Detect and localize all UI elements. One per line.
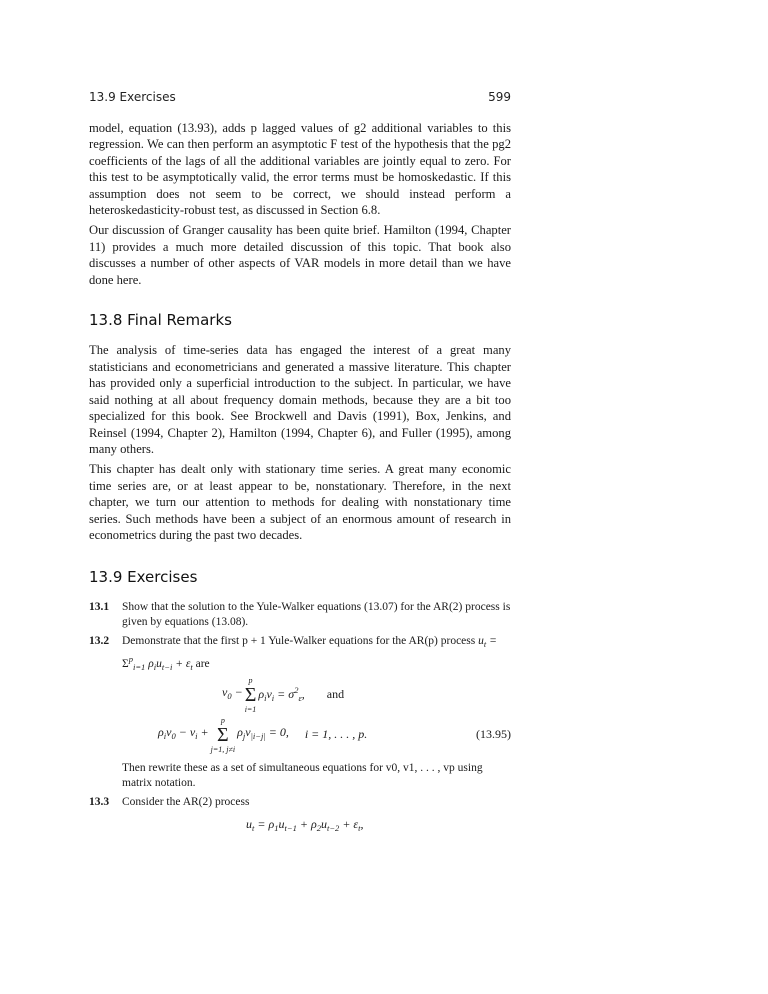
equation-range: i = 1, . . . , p.	[304, 727, 368, 742]
equation-line-1: $v_0$ − p Σ i=1 $\rho_iv_i = \sigma^2_\varepsilon$, and	[222, 675, 345, 714]
paragraph-granger-test: model, equation (13.93), adds p lagged values of g2 additional variables to this regression. We can then perform an asymptotic F test of the hypothesis that the pg2 coefficients of the lags of all the additional variables are jointly equal to zero. For this test to be asymptotically valid, the error terms must be homoskedastic. If this assumption does not seem to be correct, we should instead perform a heteroskedasticity-robust test, as discussed in Section 6.8.	[89, 121, 511, 218]
exercise-text: Then rewrite these as a set of simultaneous equations for v0, v1, . . . , vp using matrix notation.	[122, 761, 483, 789]
section-heading-final-remarks: 13.8 Final Remarks	[89, 311, 232, 330]
inline-equation: $u_t = \Sigma^p_{i=1}$ $\rho_iu_{t-i} + \varepsilon_t$	[122, 634, 497, 672]
header-page-number: 599	[488, 90, 511, 104]
paragraph-final-remarks-1: The analysis of time-series data has engaged the interest of a great many statisticians and econometricians and generated a massive literature. This chapter has provided only a superficial introduction to the subject. In particular, we have said nothing at all about frequency domain methods, because they are a bit too specialized for this book. See Brockwell and Davis (1991), Box, Jenkins, and Reinsel (1994, Chapter 2), Hamilton (1994, Chapter 6), and Fuller (1995), among many others.	[89, 343, 511, 456]
paragraph-granger-discussion: Our discussion of Granger causality has been quite brief. Hamilton (1994, Chapter 11) provides a much more detailed discussion of this topic. That book also discusses a number of other aspects of VAR models in more detail than we have done here.	[89, 223, 511, 287]
exercise-text: Demonstrate that the first p + 1 Yule-Walker equations for the AR(p) process	[122, 634, 476, 647]
exercise-13-1	[89, 600, 511, 630]
exercise-number: 13.3	[89, 795, 110, 808]
summation-symbol: p Σ j=1, j≠i	[210, 715, 236, 754]
exercise-number: 13.1	[89, 600, 110, 613]
exercise-text: Consider the AR(2) process	[122, 795, 250, 808]
paragraph-final-remarks-2: This chapter has dealt only with stationary time series. A great many economic time series are, or at least appear to be, nonstationary. Therefore, in the next chapter, we turn our attention to methods for dealing with nonstationary time series. Such methods have been a subject of an enormous amount of research in econometrics during the past two decades.	[89, 462, 511, 542]
summation-symbol: p Σ i=1	[244, 675, 257, 714]
equation-number: (13.95)	[476, 727, 511, 742]
equation-block-13-95	[122, 675, 511, 755]
header-section-title: 13.9 Exercises	[89, 90, 176, 104]
page-body	[89, 120, 511, 848]
equation-ar2: $u_t = \rho_1u_{t-1} + \rho_2u_{t-2} + \varepsilon_t$,	[246, 817, 364, 834]
section-heading-exercises: 13.9 Exercises	[89, 568, 198, 587]
exercise-number: 13.2	[89, 634, 110, 647]
equation-connector: and	[326, 687, 345, 702]
exercise-13-3	[89, 795, 511, 844]
equation-line-2: $\rho_iv_0 - v_i$ + p Σ j=1, j≠i $\rho_jv_{|i-j|} = 0$, i = 1, . . . , p. (13.95)	[158, 715, 511, 754]
exercise-text: Show that the solution to the Yule-Walker equations (13.07) for the AR(2) process is given by equations (13.08).	[122, 600, 511, 628]
exercise-13-2	[89, 634, 511, 791]
exercise-text: are	[195, 657, 210, 670]
